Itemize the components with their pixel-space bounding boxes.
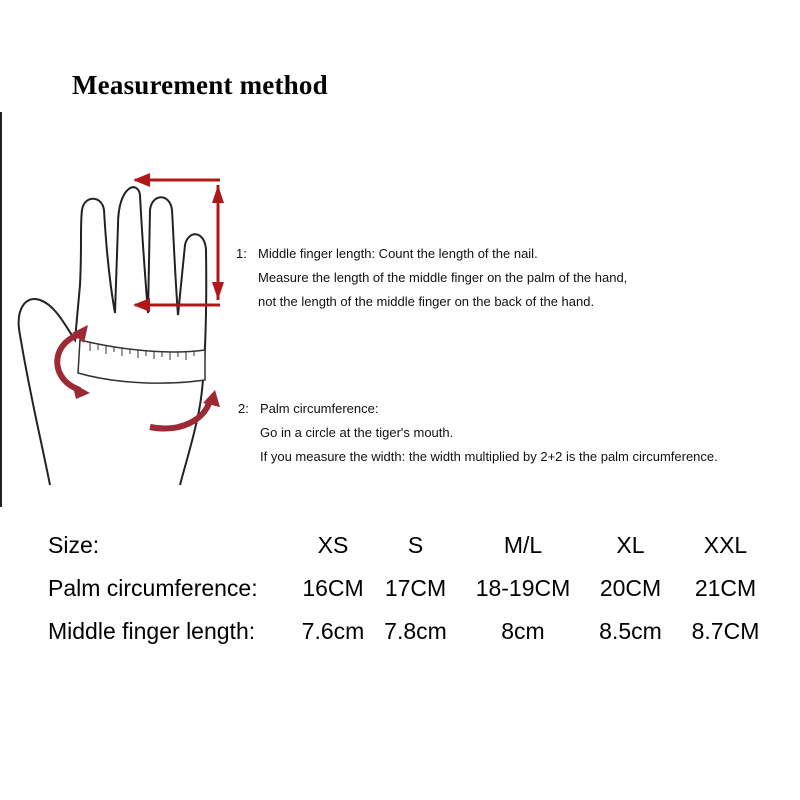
step-1-number: 1: xyxy=(236,246,247,261)
palm-cell: 21CM xyxy=(694,575,757,601)
palm-cell: 20CM xyxy=(599,575,662,601)
instruction-step-2 xyxy=(238,397,718,469)
finger-row xyxy=(48,610,773,653)
step-1-line-3: not the length of the middle finger on the back of the hand. xyxy=(258,294,595,309)
finger-cell: 7.6cm xyxy=(301,618,365,644)
palm-cell: 17CM xyxy=(384,575,447,601)
instruction-step-1 xyxy=(236,242,627,314)
finger-cell: 7.8cm xyxy=(384,618,447,644)
step-2-line-1: Palm circumference: xyxy=(260,401,379,416)
finger-cell: 8.5cm xyxy=(599,618,662,644)
step-2-line-3: If you measure the width: the width multiplied by 2+2 is the palm circumference. xyxy=(260,449,718,464)
curved-arrow-icon xyxy=(57,335,80,390)
size-row xyxy=(48,524,773,567)
step-2-number: 2: xyxy=(238,401,249,416)
hand-outline-icon xyxy=(19,187,207,485)
palm-cell: 18-19CM xyxy=(475,575,571,601)
size-cell: XXL xyxy=(703,532,748,558)
measuring-tape xyxy=(78,340,205,383)
palm-row xyxy=(48,567,773,610)
size-chart-table xyxy=(48,524,773,653)
left-border-line xyxy=(0,112,2,507)
size-cell: XS xyxy=(317,532,349,558)
hand-illustration xyxy=(10,165,225,490)
size-cell: S xyxy=(407,532,424,558)
size-label: Size: xyxy=(48,532,100,558)
step-1-line-1: Middle finger length: Count the length of the nail. xyxy=(258,246,538,261)
finger-cell: 8.7CM xyxy=(691,618,760,644)
size-cell: XL xyxy=(616,532,645,558)
curved-arrow-head xyxy=(72,383,90,399)
palm-cell: 16CM xyxy=(302,575,364,601)
step-1-line-2: Measure the length of the middle finger on the palm of the hand, xyxy=(258,270,628,285)
step-2-line-2: Go in a circle at the tiger's mouth. xyxy=(260,425,454,440)
palm-label: Palm circumference: xyxy=(48,575,258,601)
finger-label: Middle finger length: xyxy=(48,618,256,644)
page-title: Measurement method xyxy=(72,70,328,100)
finger-cell: 8cm xyxy=(501,618,545,644)
size-cell: M/L xyxy=(503,532,543,558)
